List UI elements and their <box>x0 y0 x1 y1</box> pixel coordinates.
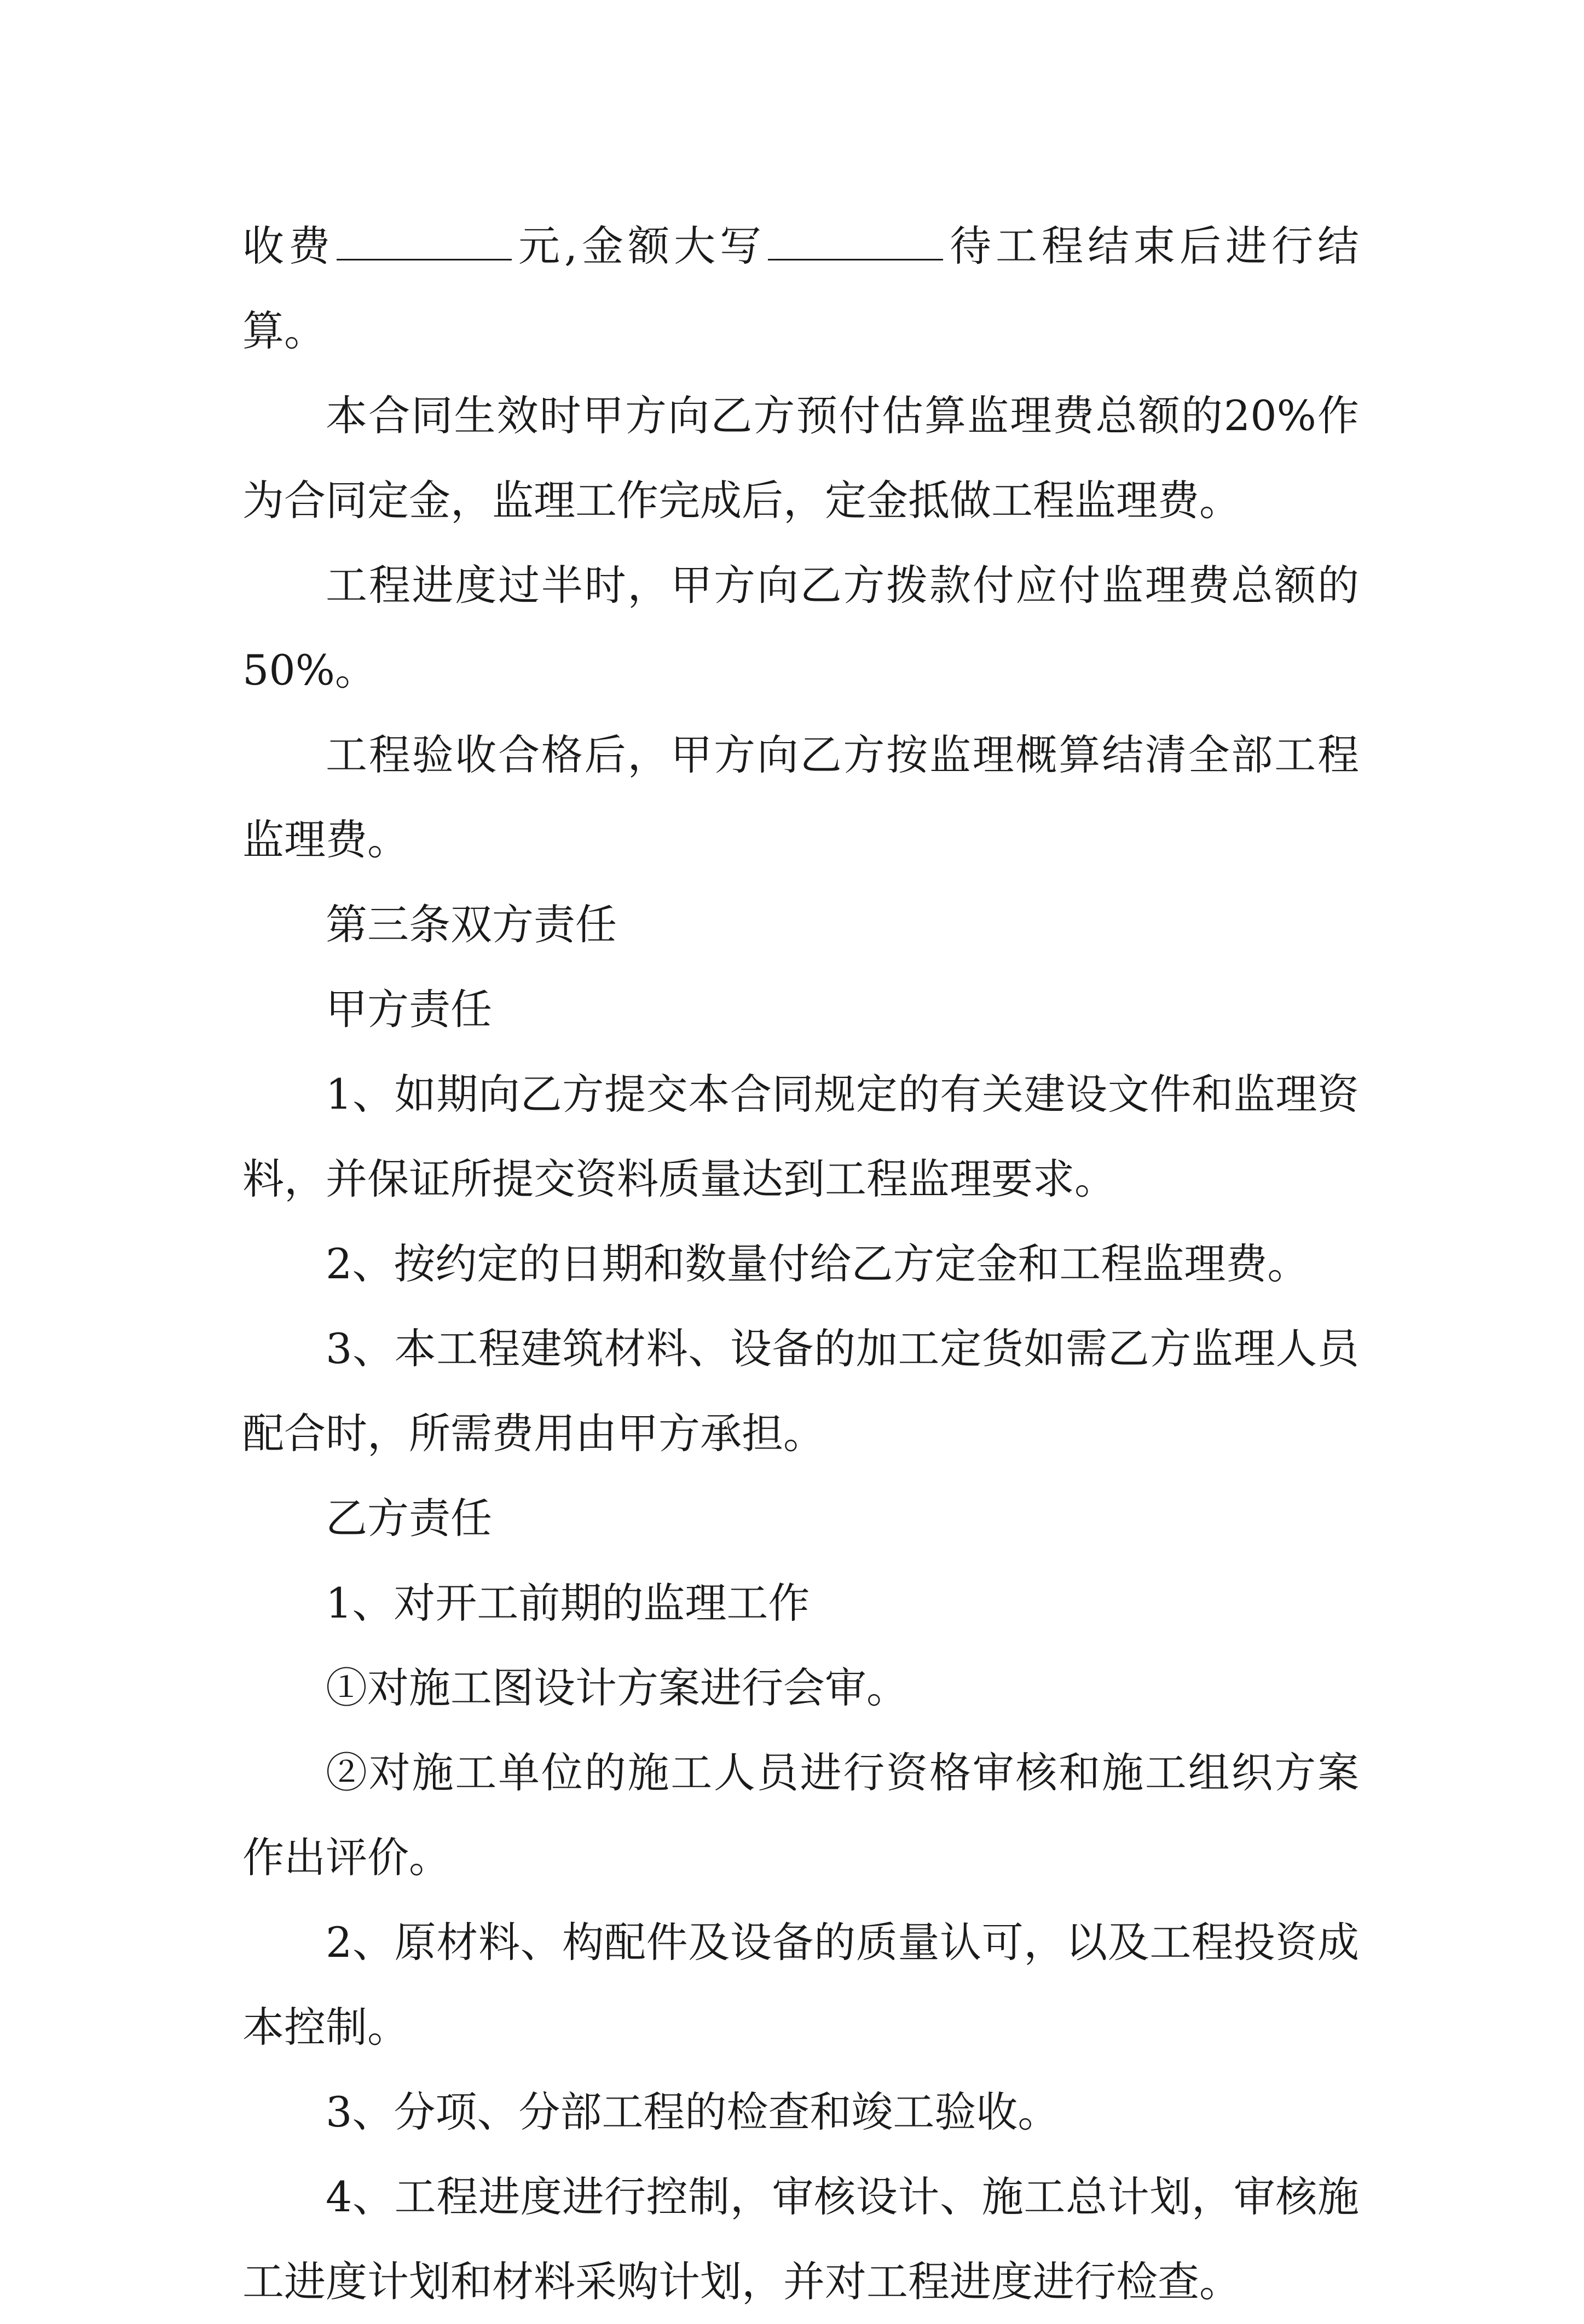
fee-label: 收费 <box>242 222 334 270</box>
party-a-item-2: 2、按约定的日期和数量付给乙方定金和工程监理费。 <box>326 1239 1309 1288</box>
party-a-item-1: 1、如期向乙方提交本合同规定的有关建设文件和监理资料，并保证所提交资料质量达到工程监理要求。 <box>242 1070 1359 1203</box>
fee-amount-blank <box>337 248 512 260</box>
settlement-text: 待工程结束后进行结算。 <box>242 222 1359 355</box>
party-a-heading: 甲方责任 <box>326 985 492 1034</box>
party-b-subitem-1: ①对施工图设计方案进行会审。 <box>326 1664 908 1712</box>
midway-payment-paragraph: 工程进度过半时，甲方向乙方拨款付应付监理费总额的50%。 <box>242 561 1359 694</box>
prepayment-paragraph: 本合同生效时甲方向乙方预付估算监理费总额的20%作为合同定金，监理工作完成后，定金抵做工程监理费。 <box>242 391 1359 525</box>
party-b-item-3: 3、分项、分部工程的检查和竣工验收。 <box>326 2088 1060 2136</box>
party-b-item-4: 4、工程进度进行控制，审核设计、施工总计划，审核施工进度计划和材料采购计划，并对工程进度进行检查。 <box>242 2172 1359 2306</box>
party-b-subitem-2: ②对施工单位的施工人员进行资格审核和施工组织方案作出评价。 <box>242 1748 1359 1882</box>
final-payment-paragraph: 工程验收合格后，甲方向乙方按监理概算结清全部工程监理费。 <box>242 731 1359 864</box>
fee-line <box>242 204 1359 373</box>
article-three-heading: 第三条双方责任 <box>326 900 617 949</box>
party-a-item-3: 3、本工程建筑材料、设备的加工定货如需乙方监理人员配合时，所需费用由甲方承担。 <box>242 1324 1359 1458</box>
party-b-heading: 乙方责任 <box>326 1494 492 1543</box>
amount-words-label: 元,金额大写 <box>513 222 766 270</box>
party-b-item-2: 2、原材料、构配件及设备的质量认可，以及工程投资成本控制。 <box>242 1918 1359 2051</box>
party-b-item-1: 1、对开工前期的监理工作 <box>326 1579 810 1627</box>
amount-words-blank <box>768 248 943 260</box>
document-body <box>242 204 1359 2324</box>
